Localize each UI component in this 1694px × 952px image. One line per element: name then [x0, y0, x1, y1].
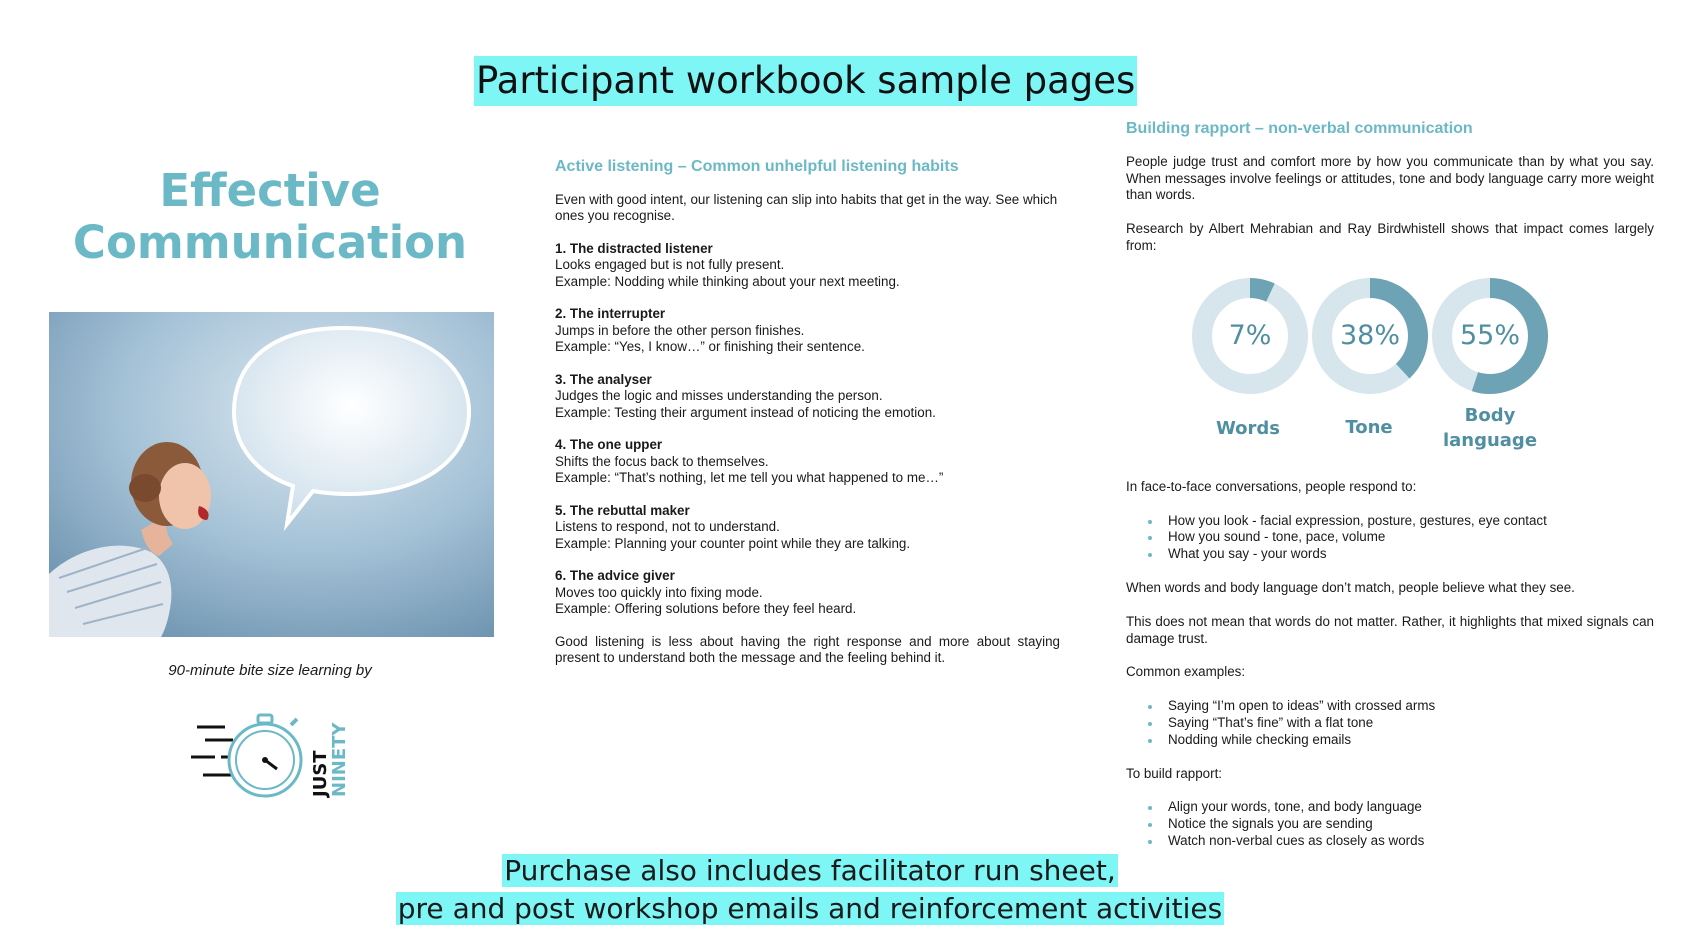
rapport-para7: To build rapport:: [1126, 765, 1223, 781]
donut-label-body: Body language: [1442, 405, 1538, 451]
examples-list: [1126, 698, 1654, 748]
habit-item: 2. The interrupter Jumps in before the other person finishes. Example: “Yes, I know…” or finishing their sentence.: [555, 306, 865, 354]
impact-donut-chart: [1190, 276, 1590, 456]
cover-photo: [49, 312, 494, 637]
rapport-para4: When words and body language don’t match, people believe what they see.: [1126, 579, 1575, 595]
habit-item: 1. The distracted listener Looks engaged but is not fully present. Example: Nodding while thinking about your next meeting.: [555, 240, 900, 289]
list-item: Watch non-verbal cues as closely as words: [1168, 833, 1654, 850]
donut-tone: [1310, 276, 1430, 396]
list-item: Align your words, tone, and body language: [1168, 799, 1654, 816]
donut-label-tone: Tone: [1345, 417, 1393, 438]
habit-item: 3. The analyser Judges the logic and misses understanding the person. Example: Testing their argument instead of noticing the emotion.: [555, 371, 936, 420]
rapport-page: [1126, 121, 1654, 867]
footer-line2: pre and post workshop emails and reinforcement activities: [397, 892, 1223, 925]
woman-speech-bubble-image: [49, 312, 494, 637]
list-item: How you sound - tone, pace, volume: [1168, 529, 1654, 546]
list-item: Notice the signals you are sending: [1168, 816, 1654, 833]
habit-item: 4. The one upper Shifts the focus back to themselves. Example: “That’s nothing, let me tell you what happened to me…”: [555, 437, 944, 485]
stopwatch-icon: [185, 705, 365, 815]
donut-body: [1430, 276, 1550, 396]
list-item: Saying “That’s fine” with a flat tone: [1168, 715, 1654, 732]
rapport-para5: This does not mean that words do not matter. Rather, it highlights that mixed signals can damage trust.: [1126, 613, 1654, 646]
listening-page: [555, 159, 1060, 683]
donut-words: [1190, 276, 1310, 396]
list-item: Saying “I’m open to ideas” with crossed arms: [1168, 698, 1654, 715]
rapport-para1: People judge trust and comfort more by how you communicate than by what you say. When messages involve feelings or attitudes, tone and body language carry more weight than words.: [1126, 153, 1654, 203]
rapport-para3: In face-to-face conversations, people respond to:: [1126, 478, 1417, 494]
cover-caption: 90-minute bite size learning by: [168, 662, 372, 679]
rapport-heading: Building rapport – non-verbal communication: [1126, 120, 1473, 137]
list-item: How you look - facial expression, posture, gestures, eye contact: [1168, 513, 1654, 530]
logo-word-just: JUST: [310, 750, 331, 797]
rapport-para2: Research by Albert Mehrabian and Ray Birdwhistell shows that impact comes largely from:: [1126, 221, 1654, 253]
just-ninety-logo: [185, 705, 365, 815]
cover-title-line2: Communication: [72, 216, 468, 269]
list-item: What you say - your words: [1168, 546, 1654, 563]
donut-label-words: Words: [1215, 418, 1281, 439]
respond-list: [1126, 513, 1654, 563]
habit-item: 5. The rebuttal maker Listens to respond, not to understand. Example: Planning your counter point while they are talking.: [555, 502, 911, 551]
logo-word-ninety: NINETY: [329, 722, 350, 797]
donut-value-body: 55%: [1459, 320, 1520, 351]
cover-title-line1: Effective: [159, 164, 381, 217]
build-list: [1126, 799, 1654, 849]
footer-line1: Purchase also includes facilitator run sheet,: [504, 854, 1116, 887]
list-item: Nodding while checking emails: [1168, 732, 1654, 749]
cover-title: [50, 165, 490, 269]
donut-value-words: 7%: [1228, 320, 1272, 351]
listening-intro: Even with good intent, our listening can slip into habits that get in the way. See which ones you recognise.: [555, 191, 1058, 223]
listening-heading: Active listening – Common unhelpful listening habits: [555, 158, 959, 175]
listening-closing: Good listening is less about having the right response and more about staying present to understand both the message and the feeling behind it.: [555, 633, 1060, 665]
footer-note: [0, 852, 1620, 928]
rapport-para6: Common examples:: [1126, 664, 1246, 680]
habit-item: 6. The advice giver Moves too quickly into fixing mode. Example: Offering solutions before they feel heard.: [555, 568, 857, 616]
donut-value-tone: 38%: [1339, 320, 1400, 351]
page-title: Participant workbook sample pages: [474, 56, 1137, 106]
